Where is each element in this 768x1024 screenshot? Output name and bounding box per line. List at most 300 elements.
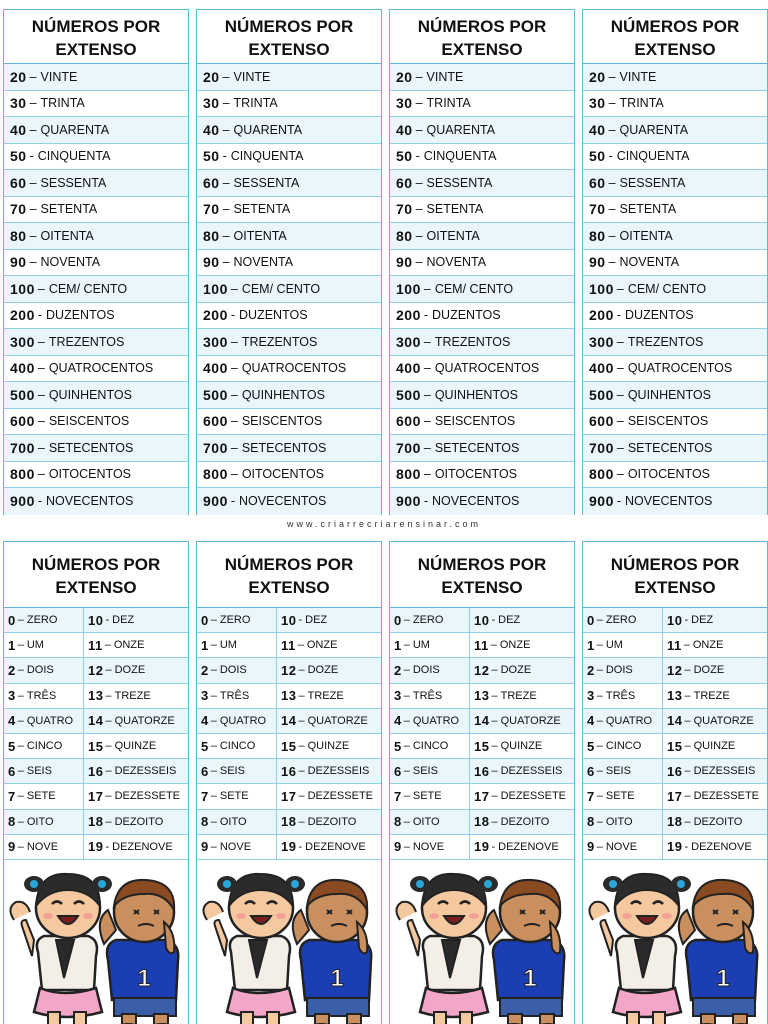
number-value: 90: [203, 254, 220, 271]
separator: –: [616, 281, 624, 296]
list-item: [583, 303, 767, 330]
separator: –: [403, 840, 410, 853]
separator: –: [298, 740, 305, 753]
separator: –: [490, 639, 497, 652]
separator: –: [616, 334, 624, 349]
list-item: [583, 276, 767, 303]
teen-cell: [663, 633, 767, 657]
table-row: [583, 633, 767, 658]
list-item: [390, 435, 574, 462]
separator: –: [29, 96, 37, 111]
number-value: 11: [88, 637, 103, 653]
number-value: 60: [396, 174, 413, 191]
number-word: DOIS: [26, 664, 54, 677]
separator: –: [491, 664, 498, 677]
separator: –: [616, 440, 624, 455]
separator: –: [29, 69, 37, 84]
number-word: QUINZE: [693, 740, 736, 753]
separator: –: [37, 387, 45, 402]
number-word: TRINTA: [233, 96, 278, 111]
number-word: TRINTA: [40, 96, 85, 111]
unit-cell: [4, 759, 84, 783]
number-value: 2: [201, 662, 209, 678]
table-row: [197, 633, 381, 658]
card-title: NÚMEROS POR EXTENSO: [390, 542, 574, 608]
number-word: QUATRO: [219, 714, 267, 727]
separator: –: [105, 689, 112, 702]
number-word: DEZENOVE: [112, 840, 173, 853]
boy-figure: [100, 880, 178, 1024]
separator: -: [684, 614, 689, 627]
number-word: NOVE: [219, 840, 252, 853]
number-value: 11: [474, 637, 489, 653]
list-item: [390, 303, 574, 330]
number-word: SETE: [605, 790, 635, 803]
number-value: 15: [667, 738, 683, 754]
unit-cell: [197, 709, 277, 733]
number-word: TREZENTOS: [434, 334, 511, 349]
separator: –: [17, 639, 24, 652]
two-kids-illustration-icon: [4, 860, 188, 1024]
separator: -: [684, 840, 689, 853]
unit-cell: [4, 658, 84, 682]
number-word: DEZESSETE: [114, 790, 180, 803]
number-value: 0: [201, 612, 209, 628]
number-value: 400: [10, 360, 35, 377]
table-row: [583, 734, 767, 759]
separator: -: [491, 840, 496, 853]
number-word: NOVE: [412, 840, 445, 853]
number-value: 4: [8, 713, 16, 729]
number-value: 2: [8, 662, 16, 678]
separator: –: [684, 689, 691, 702]
teen-cell: [84, 810, 188, 834]
unit-cell: [4, 784, 84, 808]
separator: –: [491, 740, 498, 753]
number-value: 2: [587, 662, 595, 678]
list-item: [4, 117, 188, 144]
tens-list: [197, 64, 381, 515]
two-kids-illustration-icon: [197, 860, 381, 1024]
separator: –: [415, 202, 423, 217]
list-item: [583, 462, 767, 489]
list-item: [197, 409, 381, 436]
number-word: TRÊS: [605, 689, 636, 702]
number-value: 200: [10, 307, 35, 324]
tens-list: [390, 64, 574, 515]
number-word: QUATRO: [26, 714, 74, 727]
number-word: SEIS: [26, 765, 52, 778]
number-word: TREZE: [693, 689, 730, 702]
tens-list: [4, 64, 188, 515]
number-word: DEZESSETE: [307, 790, 373, 803]
number-value: 4: [587, 713, 595, 729]
separator: –: [403, 639, 410, 652]
number-value: 1: [201, 637, 209, 653]
table-row: [390, 759, 574, 784]
number-value: 600: [396, 413, 421, 430]
number-word: SESSENTA: [426, 175, 493, 190]
separator: –: [491, 815, 498, 828]
number-word: SETECENTOS: [627, 440, 713, 455]
number-value: 16: [667, 763, 683, 779]
card-title: NÚMEROS POR EXTENSO: [4, 542, 188, 608]
girl-figure: [396, 874, 498, 1024]
number-word: DEZENOVE: [691, 840, 752, 853]
number-word: NOVE: [26, 840, 59, 853]
separator: –: [415, 122, 423, 137]
separator: –: [596, 740, 603, 753]
unit-cell: [583, 759, 663, 783]
number-value: 80: [203, 227, 220, 244]
number-word: DEZOITO: [307, 815, 357, 828]
teen-cell: [663, 835, 767, 859]
separator: –: [491, 790, 498, 803]
separator: –: [403, 790, 410, 803]
number-word: OITO: [219, 815, 247, 828]
number-value: 200: [396, 307, 421, 324]
separator: –: [596, 639, 603, 652]
separator: –: [423, 387, 431, 402]
separator: –: [596, 815, 603, 828]
teen-cell: [663, 658, 767, 682]
number-value: 70: [396, 201, 413, 218]
number-word: OITENTA: [426, 228, 480, 243]
unit-cell: [583, 734, 663, 758]
number-word: DEZESSEIS: [307, 765, 370, 778]
table-row: [197, 734, 381, 759]
number-word: OITO: [605, 815, 633, 828]
teen-cell: [84, 658, 188, 682]
number-value: 100: [589, 280, 614, 297]
number-word: CINQUENTA: [230, 149, 304, 164]
tens-card: [196, 9, 382, 515]
teen-cell: [470, 784, 574, 808]
number-value: 12: [667, 662, 683, 678]
teen-cell: [84, 759, 188, 783]
number-value: 40: [203, 121, 220, 138]
number-value: 500: [203, 386, 228, 403]
table-row: [4, 835, 188, 860]
number-value: 900: [589, 493, 614, 510]
svg-text:1: 1: [330, 964, 344, 992]
table-row: [390, 709, 574, 734]
number-word: SEIS: [412, 765, 438, 778]
number-word: SEISCENTOS: [434, 414, 516, 429]
teen-cell: [470, 684, 574, 708]
separator: -: [616, 308, 622, 323]
separator: –: [608, 69, 616, 84]
units-grid: [390, 608, 574, 860]
units-card: [582, 541, 768, 1024]
separator: -: [491, 614, 496, 627]
number-value: 900: [203, 493, 228, 510]
separator: –: [415, 175, 423, 190]
unit-cell: [583, 633, 663, 657]
separator: -: [298, 614, 303, 627]
number-word: QUATORZE: [114, 714, 175, 727]
number-value: 11: [281, 637, 296, 653]
list-item: [197, 303, 381, 330]
teen-cell: [663, 810, 767, 834]
number-word: TREZENTOS: [627, 334, 704, 349]
units-card: [389, 541, 575, 1024]
number-word: SETE: [219, 790, 249, 803]
teen-cell: [277, 633, 381, 657]
number-value: 1: [587, 637, 595, 653]
separator: –: [423, 414, 431, 429]
unit-cell: [390, 633, 470, 657]
number-word: DEZENOVE: [305, 840, 366, 853]
list-item: [197, 329, 381, 356]
list-item: [390, 197, 574, 224]
number-word: DUZENTOS: [239, 308, 308, 323]
separator: -: [105, 614, 110, 627]
table-row: [390, 684, 574, 709]
list-item: [390, 382, 574, 409]
number-word: DEZESSETE: [693, 790, 759, 803]
unit-cell: [4, 810, 84, 834]
separator: -: [608, 149, 613, 164]
number-word: OITOCENTOS: [241, 467, 325, 482]
number-value: 17: [667, 788, 683, 804]
svg-text:1: 1: [523, 964, 537, 992]
number-value: 7: [8, 788, 16, 804]
tens-card: [389, 9, 575, 515]
number-word: NOVENTA: [233, 255, 294, 270]
list-item: [197, 276, 381, 303]
number-value: 5: [394, 738, 402, 754]
number-value: 14: [667, 713, 683, 729]
number-value: 19: [667, 839, 683, 855]
list-item: [390, 488, 574, 515]
number-word: DEZOITO: [500, 815, 550, 828]
list-item: [583, 223, 767, 250]
separator: –: [105, 815, 112, 828]
number-word: NOVECENTOS: [239, 494, 327, 509]
number-word: ZERO: [219, 614, 251, 627]
separator: –: [608, 202, 616, 217]
table-row: [583, 784, 767, 809]
list-item: [197, 462, 381, 489]
list-item: [583, 329, 767, 356]
separator: –: [29, 255, 37, 270]
separator: –: [17, 840, 24, 853]
card-title: NÚMEROS POR EXTENSO: [197, 10, 381, 64]
teen-cell: [84, 784, 188, 808]
list-item: [4, 435, 188, 462]
number-word: DEZOITO: [114, 815, 164, 828]
unit-cell: [197, 784, 277, 808]
card-title: NÚMEROS POR EXTENSO: [583, 542, 767, 608]
number-value: 20: [396, 68, 413, 85]
number-value: 14: [281, 713, 297, 729]
separator: -: [616, 494, 622, 509]
separator: –: [37, 414, 45, 429]
teen-cell: [470, 810, 574, 834]
number-word: NOVECENTOS: [46, 494, 134, 509]
list-item: [390, 250, 574, 277]
separator: –: [230, 281, 238, 296]
number-value: 90: [10, 254, 27, 271]
teen-cell: [663, 709, 767, 733]
number-word: ONZE: [499, 639, 531, 652]
number-value: 10: [281, 612, 297, 628]
number-value: 80: [589, 227, 606, 244]
list-item: [197, 144, 381, 171]
separator: –: [210, 790, 217, 803]
list-item: [583, 117, 767, 144]
separator: –: [37, 361, 45, 376]
list-item: [583, 409, 767, 436]
number-word: SEISCENTOS: [48, 414, 130, 429]
teen-cell: [84, 608, 188, 632]
number-word: CEM/ CENTO: [241, 281, 321, 296]
separator: –: [29, 122, 37, 137]
unit-cell: [197, 759, 277, 783]
number-word: CEM/ CENTO: [434, 281, 514, 296]
list-item: [390, 409, 574, 436]
separator: –: [684, 765, 691, 778]
number-value: 8: [587, 814, 595, 830]
number-word: DUZENTOS: [46, 308, 115, 323]
unit-cell: [4, 709, 84, 733]
table-row: [4, 658, 188, 683]
number-value: 400: [589, 360, 614, 377]
separator: –: [403, 614, 410, 627]
number-word: DEZ: [498, 614, 521, 627]
svg-text:1: 1: [137, 964, 151, 992]
number-word: ONZE: [306, 639, 338, 652]
number-word: QUATROCENTOS: [48, 361, 154, 376]
unit-cell: [583, 784, 663, 808]
list-item: [4, 250, 188, 277]
separator: –: [683, 639, 690, 652]
number-word: TREZE: [114, 689, 151, 702]
list-item: [583, 382, 767, 409]
unit-cell: [4, 734, 84, 758]
number-value: 60: [589, 174, 606, 191]
teen-cell: [470, 734, 574, 758]
number-word: TRÊS: [412, 689, 443, 702]
card-title: NÚMEROS POR EXTENSO: [4, 10, 188, 64]
unit-cell: [390, 684, 470, 708]
number-value: 30: [589, 95, 606, 112]
list-item: [583, 144, 767, 171]
number-word: DEZ: [691, 614, 714, 627]
separator: –: [230, 334, 238, 349]
number-value: 14: [474, 713, 490, 729]
number-value: 5: [587, 738, 595, 754]
number-word: CEM/ CENTO: [48, 281, 128, 296]
unit-cell: [4, 684, 84, 708]
separator: –: [596, 664, 603, 677]
table-row: [4, 684, 188, 709]
number-word: SEIS: [219, 765, 245, 778]
separator: –: [210, 815, 217, 828]
number-value: 7: [394, 788, 402, 804]
number-value: 0: [587, 612, 595, 628]
list-item: [4, 223, 188, 250]
separator: –: [298, 790, 305, 803]
table-row: [390, 633, 574, 658]
table-row: [197, 810, 381, 835]
number-value: 12: [281, 662, 297, 678]
number-value: 100: [10, 280, 35, 297]
number-word: SETENTA: [233, 202, 291, 217]
number-value: 40: [589, 121, 606, 138]
number-value: 90: [396, 254, 413, 271]
number-word: QUINHENTOS: [241, 387, 325, 402]
separator: –: [37, 334, 45, 349]
number-value: 700: [589, 439, 614, 456]
teen-cell: [663, 608, 767, 632]
unit-cell: [4, 608, 84, 632]
separator: –: [298, 765, 305, 778]
separator: –: [230, 440, 238, 455]
units-grid: [197, 608, 381, 860]
card-title: NÚMEROS POR EXTENSO: [390, 10, 574, 64]
number-value: 12: [474, 662, 490, 678]
number-word: OITENTA: [40, 228, 94, 243]
table-row: [4, 633, 188, 658]
number-word: CINCO: [219, 740, 256, 753]
teen-cell: [663, 684, 767, 708]
table-row: [390, 835, 574, 860]
number-value: 900: [396, 493, 421, 510]
teen-cell: [663, 784, 767, 808]
number-value: 7: [201, 788, 209, 804]
list-item: [583, 64, 767, 91]
number-word: TREZE: [307, 689, 344, 702]
table-row: [583, 658, 767, 683]
number-value: 16: [474, 763, 490, 779]
svg-text:1: 1: [716, 964, 730, 992]
number-word: NOVENTA: [619, 255, 680, 270]
number-value: 50: [589, 148, 606, 165]
number-word: QUATROCENTOS: [434, 361, 540, 376]
number-word: OITO: [412, 815, 440, 828]
separator: –: [415, 69, 423, 84]
separator: –: [210, 840, 217, 853]
number-value: 3: [201, 688, 209, 704]
separator: –: [403, 740, 410, 753]
two-kids-illustration-icon: [390, 860, 574, 1024]
table-row: [583, 684, 767, 709]
number-word: SEISCENTOS: [241, 414, 323, 429]
separator: –: [684, 815, 691, 828]
table-row: [4, 608, 188, 633]
number-word: DOIS: [219, 664, 247, 677]
number-word: DOIS: [412, 664, 440, 677]
list-item: [197, 223, 381, 250]
number-word: TRÊS: [26, 689, 57, 702]
separator: –: [415, 96, 423, 111]
number-word: DEZESSEIS: [114, 765, 177, 778]
number-word: DOZE: [693, 664, 725, 677]
number-value: 20: [589, 68, 606, 85]
teen-cell: [277, 784, 381, 808]
separator: –: [222, 228, 230, 243]
separator: –: [222, 175, 230, 190]
separator: –: [210, 714, 217, 727]
number-value: 50: [396, 148, 413, 165]
teen-cell: [84, 709, 188, 733]
units-grid: [583, 608, 767, 860]
list-item: [583, 197, 767, 224]
number-value: 13: [474, 688, 490, 704]
girl-figure: [589, 874, 691, 1024]
